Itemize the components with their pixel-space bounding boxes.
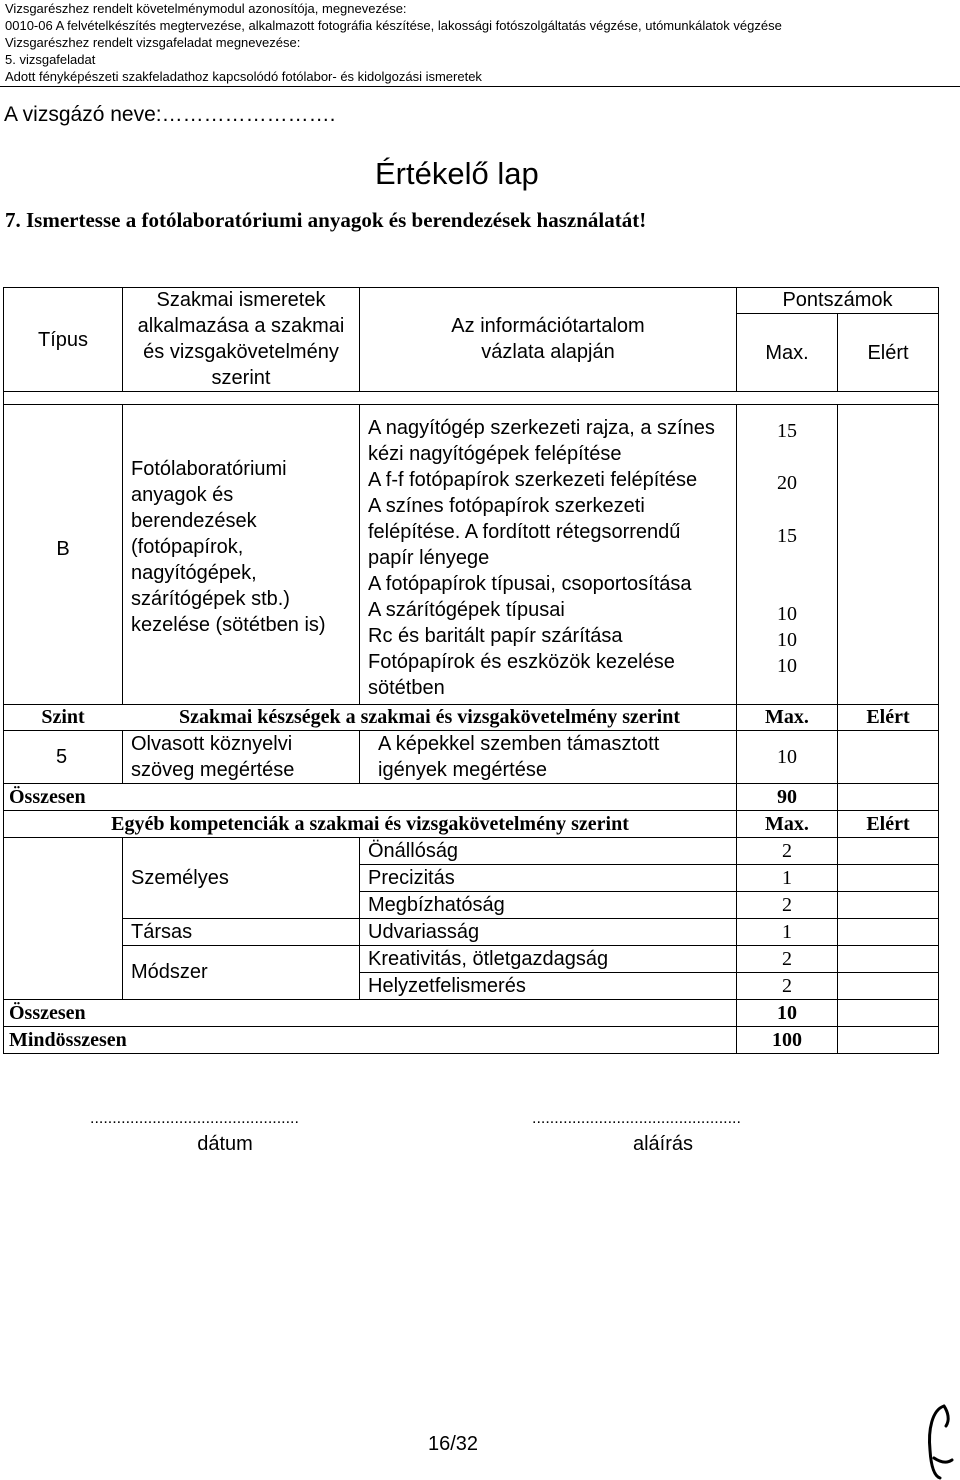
table-rule xyxy=(122,837,123,999)
date-dots: ............................................... xyxy=(90,1110,299,1127)
section-topic-line: (fotópapírok, xyxy=(131,536,244,558)
points-value: 15 xyxy=(777,420,797,442)
section-item-line: papír lényege xyxy=(368,547,490,569)
col-head-tipus: Típus xyxy=(37,329,89,351)
section-item-line: A szárítógépek típusai xyxy=(368,599,565,621)
col-head-pontszamok: Pontszámok xyxy=(782,289,893,311)
section-topic-line: anyagok és xyxy=(131,484,234,506)
competency-label: Helyzetfelismerés xyxy=(368,975,526,997)
signature-label: aláírás xyxy=(632,1133,694,1155)
competency-label: Megbízhatóság xyxy=(368,894,505,916)
competency-group-name: Módszer xyxy=(131,961,208,983)
points-value: 10 xyxy=(777,629,797,651)
competency-label: Udvariasság xyxy=(368,921,480,943)
competencies-heading: Egyéb kompetenciák a szakmai és vizsgakövetelmény szerint xyxy=(111,813,629,835)
header-module-id: 0010-06 A felvételkészítés megtervezése, alkalmazott fotográfia készítése, lakossági fotószolgáltatás végzése, utómunkálatok végzése xyxy=(5,18,782,33)
page-title: Értékelő lap xyxy=(375,156,539,191)
date-label: dátum xyxy=(197,1133,253,1155)
header-task-number: 5. vizsgafeladat xyxy=(5,52,96,67)
signature-dots: ............................................... xyxy=(532,1110,741,1127)
col-head-szakmai-line: Szakmai ismeretek xyxy=(156,289,326,311)
competency-value: 2 xyxy=(782,840,792,862)
col-head-info-line: Az információtartalom xyxy=(451,315,645,337)
grand-total-label: Mindösszesen xyxy=(9,1029,127,1051)
competency-value: 1 xyxy=(782,921,792,943)
col-head-szakmai xyxy=(123,287,359,391)
table-rule xyxy=(359,404,360,704)
competency-value: 1 xyxy=(782,867,792,889)
col-head-max: Max. xyxy=(765,342,809,364)
col-head-szakmai-line: alkalmazása a szakmai xyxy=(137,315,345,337)
section-items xyxy=(368,415,715,701)
section-item-line: A f-f fotópapírok szerkezeti felépítése xyxy=(368,469,698,491)
competency-group-name: Személyes xyxy=(131,867,229,889)
section-topic-line: kezelése (sötétben is) xyxy=(131,614,326,636)
points-value: 20 xyxy=(777,472,797,494)
table-rule xyxy=(3,391,938,392)
skill-desc-line: igények megértése xyxy=(378,759,547,781)
total-value: 10 xyxy=(777,1002,797,1024)
col-head-info xyxy=(360,313,736,365)
competency-value: 2 xyxy=(782,894,792,916)
points-value: 15 xyxy=(777,525,797,547)
table-border xyxy=(938,287,939,1054)
competency-value: 2 xyxy=(782,948,792,970)
competency-value: 2 xyxy=(782,975,792,997)
skill-level: 5 xyxy=(56,746,68,768)
header-divider xyxy=(0,86,960,87)
competency-label: Önállóság xyxy=(368,840,459,862)
section-topic-line: szárítógépek stb.) xyxy=(131,588,290,610)
col-head-szakmai-line: szerint xyxy=(211,367,271,389)
total-label: Összesen xyxy=(9,786,86,808)
table-rule xyxy=(122,404,123,704)
skill-name-line: szöveg megértése xyxy=(131,759,295,781)
section-item-line: kézi nagyítógépek felépítése xyxy=(368,443,622,465)
points-value: 10 xyxy=(777,603,797,625)
section-topic-line: nagyítógépek, xyxy=(131,562,257,584)
total-label: Összesen xyxy=(9,1002,86,1024)
section-item-line: A fotópapírok típusai, csoportosítása xyxy=(368,573,692,595)
header-task-name: Adott fényképészeti szakfeladathoz kapcsolódó fotólabor- és kidolgozási ismeretek xyxy=(5,69,482,84)
skill-name-line: Olvasott köznyelvi xyxy=(131,733,293,755)
section-item-line: A színes fotópapírok szerkezeti xyxy=(368,495,645,517)
handwritten-mark-icon xyxy=(920,1400,956,1480)
skill-name xyxy=(131,731,294,783)
skills-szint-label: Szint xyxy=(41,706,85,728)
section-topic-line: Fotólaboratóriumi xyxy=(131,458,287,480)
table-border xyxy=(3,1053,938,1054)
col-head-szakmai-line: és vizsgakövetelmény xyxy=(143,341,339,363)
skill-points: 10 xyxy=(777,746,797,768)
skills-elert: Elért xyxy=(866,706,910,728)
section-item-line: sötétben xyxy=(368,677,445,699)
section-topic-line: berendezések xyxy=(131,510,257,532)
question: 7. Ismertesse a fotólaboratóriumi anyagok és berendezések használatát! xyxy=(5,208,647,232)
competency-group-name: Társas xyxy=(131,921,193,943)
competency-label: Precizitás xyxy=(368,867,455,889)
candidate-name-field: A vizsgázó neve:……………………. xyxy=(4,103,336,126)
header-task-label: Vizsgarészhez rendelt vizsgafeladat megnevezése: xyxy=(5,35,301,50)
total-value: 90 xyxy=(777,786,797,808)
table-border xyxy=(3,287,4,1054)
table-rule xyxy=(359,730,360,783)
competency-label: Kreativitás, ötletgazdagság xyxy=(368,948,609,970)
table-rule xyxy=(359,837,360,999)
points-value: 10 xyxy=(777,655,797,677)
competencies-max: Max. xyxy=(765,813,809,835)
grand-total-value: 100 xyxy=(772,1029,802,1051)
section-item-line: A nagyítógép szerkezeti rajza, a színes xyxy=(368,417,715,439)
header-module-label: Vizsgarészhez rendelt követelménymodul azonosítója, megnevezése: xyxy=(5,1,407,16)
competencies-elert: Elért xyxy=(866,813,910,835)
table-rule xyxy=(3,404,938,405)
section-item-line: Fotópapírok és eszközök kezelése xyxy=(368,651,675,673)
section-type: B xyxy=(56,538,70,560)
table-rule xyxy=(122,730,123,783)
col-head-info-line: vázlata alapján xyxy=(481,341,615,363)
page-number: 16/32 xyxy=(428,1433,479,1455)
skills-heading: Szakmai készségek a szakmai és vizsgakövetelmény szerint xyxy=(178,706,681,728)
section-topic xyxy=(131,456,326,638)
section-item-line: felépítése. A fordított rétegsorrendű xyxy=(368,521,681,543)
section-item-line: Rc és baritált papír szárítása xyxy=(368,625,623,647)
skills-max: Max. xyxy=(765,706,809,728)
skill-desc-line: A képekkel szemben támasztott xyxy=(378,733,660,755)
skill-description xyxy=(378,731,659,783)
col-head-elert: Elért xyxy=(867,342,909,364)
